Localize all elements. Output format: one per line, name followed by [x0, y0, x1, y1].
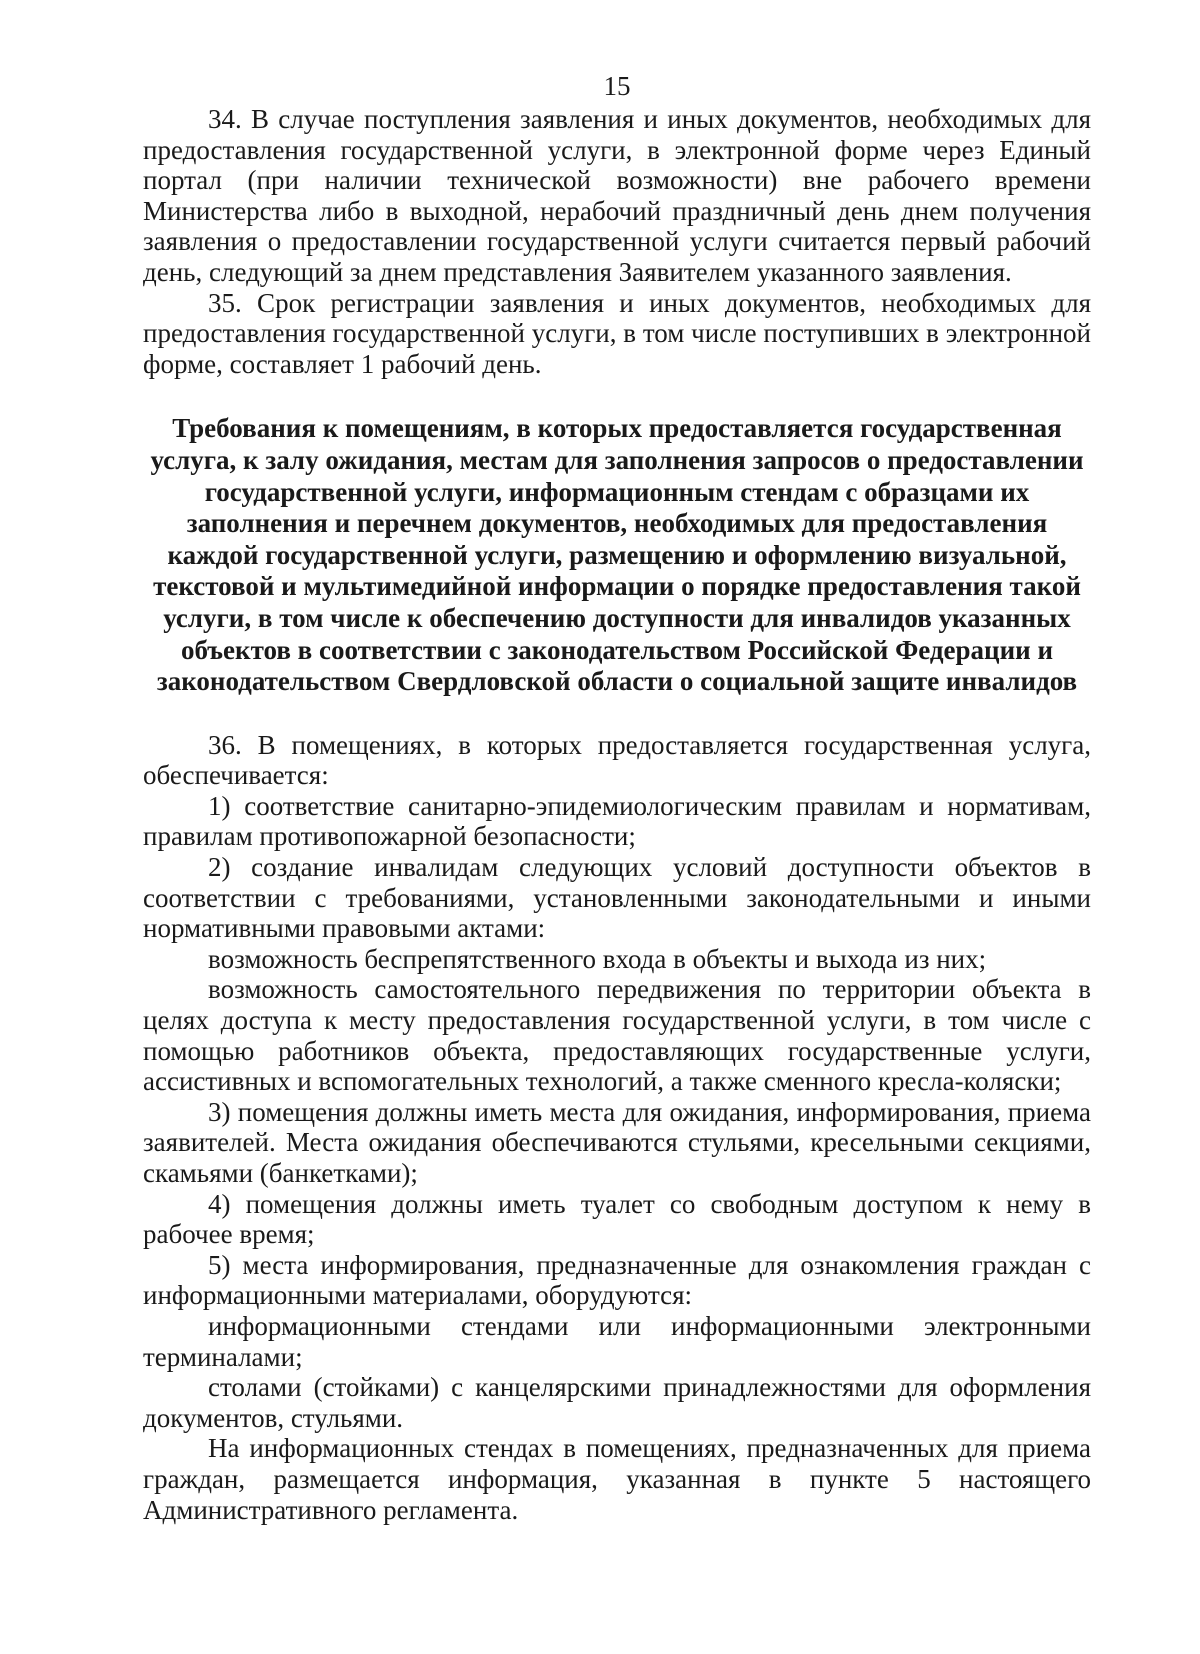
- item-5-tables: столами (стойками) с канцелярскими принадлежностями для оформления документов, стульями.: [143, 1372, 1091, 1433]
- item-5-stands: информационными стендами или информационными электронными терминалами;: [143, 1310, 1091, 1372]
- item-5: 5) места информирования, предназначенные для ознакомления граждан с информационными материалами, оборудуются:: [143, 1249, 1091, 1311]
- item-2: 2) создание инвалидам следующих условий доступности объектов в соответствии с требованиями, установленными законодательными и иными нормативными правовыми актами:: [143, 852, 1091, 944]
- paragraph-34: 34. В случае поступления заявления и иных документов, необходимых для предоставления государственной услуги, в электронной форме через Единый портал (при наличии технической возможности) вне рабочего времени Министерства либо в выходной, нерабочий праздничный день днем получения заявления о предоставлении государственной услуги считается первый рабочий день, следующий за днем представления Заявителем указанного заявления.: [143, 104, 1091, 287]
- item-2-movement: возможность самостоятельного передвижения по территории объекта в целях доступа к месту предоставления государственной услуги, в том числе с помощью работников объекта, предоставляющих государственные услуги, ассистивных и вспомогательных технологий, а также сменного кресла-коляски;: [143, 974, 1091, 1097]
- page-number: 15: [603, 71, 631, 101]
- item-1: 1) соответствие санитарно-эпидемиологическим правилам и нормативам, правилам противопожарной безопасности;: [143, 790, 1091, 852]
- paragraph-36: 36. В помещениях, в которых предоставляется государственная услуга, обеспечивается:: [143, 729, 1091, 791]
- paragraph-35: 35. Срок регистрации заявления и иных документов, необходимых для предоставления государственной услуги, в том числе поступивших в электронной форме, составляет 1 рабочий день.: [143, 287, 1091, 379]
- item-3: 3) помещения должны иметь места для ожидания, информирования, приема заявителей. Места ожидания обеспечиваются стульями, кресельными секциями, скамьями (банкетками);: [143, 1096, 1091, 1188]
- info-stands-paragraph: На информационных стендах в помещениях, предназначенных для приема граждан, размещается информация, указанная в пункте 5 настоящего Административного регламента.: [143, 1433, 1091, 1525]
- item-2-entrance: возможность беспрепятственного входа в объекты и выхода из них;: [208, 943, 987, 974]
- section-heading: Требования к помещениям, в которых предоставляется государственная услуга, к залу ожидания, местам для заполнения запросов о предоставлении государственной услуги, информационным стендам с образцами их заполнения и перечнем документов, необходимых для предоставления каждой государственной услуги, размещению и оформлению визуальной, текстовой и мультимедийной информации о порядке предоставления такой услуги, в том числе к обеспечению доступности для инвалидов указанных объектов в соответствии с законодательством Российской Федерации и законодательством Свердловской области о социальной защите инвалидов: [150, 413, 1084, 697]
- document-page: [143, 70, 1091, 1525]
- item-4: 4) помещения должны иметь туалет со свободным доступом к нему в рабочее время;: [143, 1188, 1091, 1250]
